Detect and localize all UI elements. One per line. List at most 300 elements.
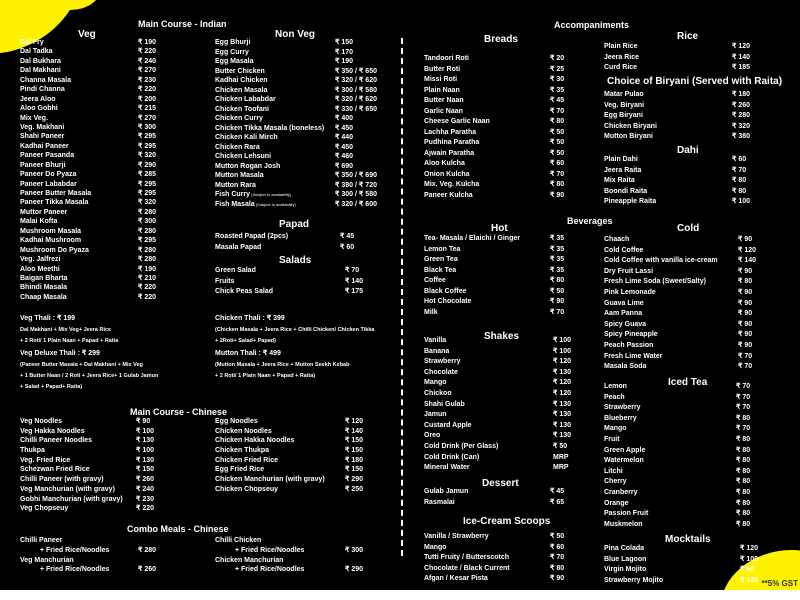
item-name: Channa Masala — [20, 76, 71, 84]
thali-description: (Mutton Masala + Jeera Rice + Mutton Seekh Kebab — [215, 362, 350, 368]
menu-item — [20, 475, 168, 485]
heading-combo-meals-chinese: Combo Meals - Chinese — [127, 524, 229, 534]
menu-item — [20, 151, 170, 160]
item-price: ₹ 60 — [340, 243, 355, 251]
menu-item — [604, 362, 764, 373]
item-price: ₹ 180 — [732, 91, 751, 98]
menu-item — [20, 198, 170, 207]
item-price: ₹ 320 — [138, 199, 157, 207]
menu-item — [215, 124, 385, 134]
combo-item-name — [20, 556, 168, 566]
item-name: Mutton Biryani — [604, 133, 653, 140]
combo-item-name — [215, 556, 375, 566]
menu-item — [20, 76, 170, 85]
item-name: Gobhi Manchurian (with gravy) — [20, 495, 123, 503]
item-name: Chicken Chopseuy — [215, 485, 279, 493]
menu-item — [604, 155, 762, 166]
menu-item — [604, 393, 762, 404]
item-price: ₹ 90 — [738, 310, 753, 318]
heading-breads: Breads — [484, 34, 518, 45]
item-price: ₹ 295 — [138, 237, 157, 245]
item-name: Guava Lime — [604, 299, 644, 307]
item-name: Mutton Rara — [215, 181, 256, 189]
menu-item — [215, 86, 385, 96]
menu-item — [20, 246, 170, 255]
thali-title: Chicken Thali : ₹ 399 — [215, 315, 285, 322]
item-price: ₹ 190 — [138, 265, 157, 273]
item-name: Cherry — [604, 478, 627, 486]
item-name: Kadhai Mushroom — [20, 237, 82, 245]
item-name: Muskmelon — [604, 520, 643, 528]
menu-item — [20, 104, 170, 113]
mocktails-list — [604, 544, 766, 586]
item-price: ₹ 70 — [550, 107, 565, 115]
item-price: ₹ 280 — [138, 227, 157, 235]
item-price: ₹ 200 — [138, 95, 157, 103]
menu-item — [20, 161, 170, 170]
item-price: ₹ 25 — [550, 65, 565, 73]
item-name: Green Apple — [604, 446, 646, 454]
item-price: ₹ 140 — [345, 427, 364, 435]
menu-item — [604, 424, 762, 435]
item-price: ₹ 60 — [550, 543, 565, 551]
menu-item — [604, 176, 762, 187]
menu-item — [424, 421, 579, 432]
menu-item — [424, 564, 576, 575]
item-price: ₹ 80 — [738, 278, 753, 286]
menu-item — [215, 95, 385, 105]
item-price: ₹ 80 — [736, 510, 751, 518]
heading-ice-cream-scoops: Ice-Cream Scoops — [463, 516, 551, 527]
item-price: ₹ 300 — [138, 123, 157, 131]
menu-item — [604, 256, 764, 267]
heading-dahi: Dahi — [677, 145, 699, 156]
heading-mocktails: Mocktails — [665, 534, 711, 545]
menu-item — [604, 299, 764, 310]
item-name: Pudhina Paratha — [424, 139, 480, 146]
item-name: Shahi Paneer — [20, 133, 65, 141]
item-name: Cold Coffee — [604, 246, 644, 254]
menu-item — [424, 287, 576, 298]
item-name: Veg Noodles — [20, 418, 63, 425]
item-price: MRP — [553, 464, 569, 472]
menu-item — [20, 283, 170, 292]
item-name: Chicken Manchurian — [215, 556, 284, 564]
item-name: Cold Drink (Per Glass) — [424, 442, 499, 450]
item-name: Curd Rice — [604, 64, 638, 71]
item-price: ₹ 690 — [335, 162, 354, 170]
item-name: Veg Hakka Noodles — [20, 427, 85, 435]
item-name: Plain Naan — [424, 86, 460, 94]
item-price: ₹ 215 — [138, 105, 157, 113]
menu-item — [20, 208, 170, 217]
menu-item — [424, 336, 579, 347]
item-name: Chicken Lababdar — [215, 96, 276, 103]
item-price: ₹ 175 — [345, 288, 364, 295]
item-name: Paneer Do Pyaza — [20, 171, 77, 179]
item-price: ₹ 65 — [550, 498, 565, 506]
item-name: Vanilla / Strawberry — [424, 533, 489, 540]
dahi-list — [604, 155, 762, 208]
menu-item — [424, 347, 579, 358]
item-name: Chicken Manchurian (with gravy) — [215, 476, 325, 484]
item-price: ₹ 20 — [550, 55, 565, 62]
item-price: ₹ 150 — [136, 466, 155, 474]
item-name: Vanilla — [424, 337, 447, 344]
menu-item — [424, 170, 576, 181]
item-name: Jamun — [424, 411, 447, 419]
item-price: ₹ 50 — [550, 128, 565, 136]
item-price: ₹ 50 — [550, 287, 565, 295]
menu-item — [215, 427, 375, 437]
menu-item — [424, 368, 579, 379]
item-name: Pina Colada — [604, 545, 645, 552]
item-price: ₹ 80 — [732, 187, 747, 195]
item-price: ₹ 170 — [335, 48, 354, 56]
item-name: Dal Fry — [20, 39, 44, 46]
item-price: ₹ 140 — [738, 257, 757, 265]
menu-item — [20, 57, 170, 66]
thali-description: (Chicken Masala + Jeera Rice + Chilli Chicken/ Chicken Tikka — [215, 327, 375, 333]
item-price: ₹ 100 — [553, 347, 572, 355]
item-price: ₹ 80 — [550, 564, 565, 572]
item-price: ₹ 90 — [738, 288, 753, 296]
combo-item-sub — [215, 565, 375, 575]
thali-title: Veg Thali : ₹ 199 — [20, 315, 76, 322]
menu-item — [20, 66, 170, 75]
item-name: Lemon — [604, 383, 627, 390]
item-name: Fresh Lime Soda (Sweet/Salty) — [604, 278, 706, 286]
item-price: ₹ 70 — [732, 166, 747, 174]
item-price: ₹ 140 — [732, 53, 751, 61]
item-price: ₹ 185 — [732, 64, 751, 71]
item-price: ₹ 220 — [138, 48, 157, 56]
item-price: ₹ 50 — [550, 139, 565, 146]
item-name: Butter Naan — [424, 97, 464, 104]
item-price: ₹ 260 — [136, 476, 155, 484]
item-name: Ajwain Paratha — [424, 149, 475, 157]
menu-item — [424, 297, 576, 308]
item-name: Butter Chicken — [215, 67, 265, 75]
item-name: Tutti Fruity / Butterscotch — [424, 554, 510, 562]
menu-item — [424, 138, 576, 149]
menu-item — [20, 465, 168, 475]
menu-item — [604, 166, 762, 177]
item-price: ₹ 130 — [553, 411, 572, 419]
item-price: ₹ 120 — [553, 389, 572, 397]
menu-item — [215, 38, 385, 48]
item-price: ₹ 120 — [732, 43, 751, 50]
menu-item — [215, 287, 375, 298]
item-price: ₹ 230 — [136, 495, 155, 503]
item-price: ₹ 300 — [138, 218, 157, 226]
item-price: ₹ 50 — [550, 533, 565, 540]
breads-list — [424, 54, 576, 201]
veg-list — [20, 38, 170, 302]
combo-non-veg-list — [215, 536, 375, 575]
item-price: ₹ 30 — [550, 76, 565, 83]
item-price: ₹ 90 — [738, 299, 753, 307]
item-name: Cheese Garlic Naan — [424, 118, 490, 125]
papad-list — [215, 232, 370, 253]
thali-description: + 2 Roti/ 1 Plain Naan + Papad + Raita) — [215, 373, 316, 379]
menu-item — [424, 107, 576, 118]
item-name: Boondi Raita — [604, 187, 648, 195]
item-name: Mushroom Masala — [20, 227, 82, 235]
item-name: Aloo Meethi — [20, 265, 60, 273]
hot-beverages-list — [424, 234, 576, 318]
item-name: Mix. Veg. Kulcha — [424, 181, 480, 188]
item-price: ₹ 80 — [736, 488, 751, 496]
item-name: Egg Curry — [215, 48, 249, 56]
item-name: Shahi Gulab — [424, 400, 465, 408]
combo-item-name — [215, 536, 375, 546]
item-price: ₹ 220 — [136, 505, 155, 513]
menu-item — [424, 245, 576, 256]
item-name: Banana — [424, 347, 450, 355]
item-price: ₹ 300 / ₹ 580 — [335, 191, 377, 198]
item-name: Veg Chopseuy — [20, 505, 69, 513]
item-price: ₹ 35 — [550, 235, 565, 242]
ice-cream-list — [424, 532, 576, 585]
item-name: Gulab Jamun — [424, 488, 469, 495]
menu-item — [604, 555, 766, 566]
menu-item — [215, 475, 375, 485]
heading-cold: Cold — [677, 223, 700, 234]
item-price: ₹ 280 — [138, 246, 157, 254]
menu-item — [424, 128, 576, 139]
item-name: Green Salad — [215, 267, 256, 274]
item-name: Mango — [424, 379, 447, 387]
item-name: Mango — [604, 425, 627, 433]
item-price: ₹ 300 — [345, 546, 364, 554]
item-price: ₹ 290 — [138, 161, 157, 169]
item-price: ₹ 80 — [550, 277, 565, 284]
item-name: Veg. Biryani — [604, 101, 645, 109]
item-price: ₹ 60 — [550, 160, 565, 167]
item-name: Aam Panna — [604, 310, 643, 318]
heading-veg: Veg — [78, 29, 96, 40]
item-price: ₹ 380 — [732, 133, 751, 140]
item-name: Dal Tadka — [20, 48, 53, 56]
item-name: Chicken Noodles — [215, 427, 272, 435]
item-name: Spicy Guava — [604, 320, 647, 328]
item-price: ₹ 130 — [553, 368, 572, 376]
item-name: Malai Kofta — [20, 218, 58, 226]
item-name: Blue Lagoon — [604, 555, 647, 563]
column-divider — [401, 38, 403, 556]
menu-item — [604, 341, 764, 352]
item-price: ₹ 80 — [550, 118, 565, 125]
item-price: ₹ 80 — [736, 499, 751, 507]
menu-item — [424, 410, 579, 421]
menu-item — [20, 217, 170, 226]
heading-accompaniments: Accompaniments — [554, 20, 630, 30]
menu-item — [424, 255, 576, 266]
menu-item — [604, 111, 762, 122]
menu-item — [604, 499, 762, 510]
item-name: Chocolate / Black Current — [424, 564, 510, 572]
item-name: Schezwan Fried Rice — [20, 466, 90, 474]
menu-item — [604, 246, 764, 257]
menu-item — [215, 143, 385, 153]
item-price: ₹ 285 — [138, 171, 157, 179]
item-price: ₹ 90 — [738, 236, 753, 243]
heading-rice: Rice — [677, 31, 699, 42]
item-price: ₹ 295 — [138, 133, 157, 141]
item-price: ₹ 320 / ₹ 620 — [335, 77, 377, 84]
item-name: Hot Chocolate — [424, 298, 472, 305]
item-name: Matar Pulao — [604, 91, 644, 98]
menu-item — [215, 446, 375, 456]
item-name: Egg Masala — [215, 58, 254, 65]
item-name: Baigan Bharta — [20, 274, 68, 282]
menu-item — [215, 67, 385, 77]
menu-item — [424, 180, 576, 191]
menu-item — [424, 75, 576, 86]
item-name: Pindi Channa — [20, 86, 65, 94]
item-name: Fish Curry (Subject to availability) — [215, 191, 292, 198]
item-price: ₹ 120 — [740, 576, 759, 584]
menu-item — [424, 543, 576, 554]
menu-item — [215, 485, 375, 495]
item-name: Pineapple Raita — [604, 198, 657, 205]
item-price: ₹ 440 — [335, 134, 354, 141]
item-name: Passion Fruit — [604, 510, 649, 518]
item-name: Chicken Hakka Noodles — [215, 437, 295, 445]
item-name: Roasted Papad (2pcs) — [215, 233, 289, 240]
item-price: ₹ 80 — [736, 446, 751, 454]
menu-item — [20, 170, 170, 179]
item-name: Rasmalai — [424, 498, 455, 506]
item-name: Fresh Lime Water — [604, 352, 663, 360]
menu-item — [604, 53, 762, 64]
item-name: Egg Biryani — [604, 112, 643, 119]
item-name: Paneer Butter Masala — [20, 190, 92, 197]
item-name: Veg. Makhani — [20, 123, 65, 131]
menu-item — [604, 456, 762, 467]
item-price: ₹ 350 / ₹ 650 — [335, 67, 377, 75]
item-note: (Subject to availability) — [254, 201, 296, 207]
menu-item — [215, 277, 375, 288]
menu-item — [604, 330, 764, 341]
item-price: ₹ 150 — [345, 437, 364, 445]
item-price: ₹ 280 — [138, 546, 157, 554]
menu-item — [604, 90, 762, 101]
item-name: Egg Noodles — [215, 418, 258, 425]
menu-item — [215, 436, 375, 446]
menu-item — [215, 105, 385, 115]
item-price: ₹ 90 — [738, 320, 753, 328]
item-name: Dry Fruit Lassi — [604, 267, 654, 275]
item-name: Jeera Rice — [604, 53, 640, 61]
item-price: ₹ 240 — [136, 485, 155, 493]
heading-papad: Papad — [279, 219, 310, 230]
item-price: ₹ 260 — [138, 566, 157, 574]
item-price: ₹ 295 — [138, 142, 157, 150]
item-price: ₹ 80 — [732, 177, 747, 184]
chinese-veg-list — [20, 417, 168, 514]
item-price: ₹ 250 — [345, 485, 364, 493]
item-price: ₹ 330 / ₹ 650 — [335, 105, 377, 113]
item-price: ₹ 295 — [138, 180, 157, 188]
menu-item — [215, 48, 385, 58]
item-name: Onion Kulcha — [424, 170, 470, 178]
menu-item — [215, 181, 385, 191]
item-price: ₹ 290 — [345, 476, 364, 484]
menu-item — [20, 236, 170, 245]
item-name: Chicken Lehsuni — [215, 153, 272, 160]
menu-item — [424, 574, 576, 585]
item-price: ₹ 130 — [136, 437, 155, 445]
menu-item — [20, 265, 170, 274]
item-price: ₹ 150 — [345, 447, 364, 455]
item-name: Green Tea — [424, 256, 458, 263]
item-name: Jeera Raita — [604, 166, 642, 174]
menu-item — [604, 544, 766, 555]
item-name: Masala Soda — [604, 363, 647, 371]
item-price: ₹ 240 — [138, 57, 157, 65]
menu-item — [20, 123, 170, 132]
item-price: ₹ 45 — [340, 233, 355, 240]
item-name: Bhindi Masala — [20, 284, 68, 292]
item-price: ₹ 90 — [550, 298, 565, 305]
item-name: Chilli Paneer Noodles — [20, 437, 92, 445]
menu-item — [424, 117, 576, 128]
menu-item — [215, 232, 370, 243]
item-price: ₹ 90 — [550, 191, 565, 199]
menu-item — [215, 417, 375, 427]
item-price: ₹ 150 — [345, 466, 364, 474]
menu-item — [424, 378, 579, 389]
menu-item — [215, 57, 385, 67]
item-price: MRP — [553, 453, 569, 461]
item-price: ₹ 70 — [550, 308, 565, 316]
item-price: ₹ 230 — [138, 76, 157, 84]
item-price: ₹ 70 — [345, 267, 360, 274]
item-price: ₹ 100 — [740, 555, 759, 563]
item-name: Aloo Kulcha — [424, 160, 465, 167]
item-price: ₹ 320 / ₹ 600 — [335, 200, 377, 208]
menu-item — [20, 417, 168, 427]
item-price: ₹ 70 — [550, 554, 565, 562]
item-price: ₹ 290 — [345, 566, 364, 574]
menu-item — [20, 47, 170, 56]
item-price: ₹ 130 — [136, 456, 155, 464]
item-price: ₹ 220 — [138, 293, 157, 301]
menu-item — [604, 320, 764, 331]
item-price: ₹ 220 — [138, 284, 157, 292]
menu-item — [424, 86, 576, 97]
item-price: ₹ 380 / ₹ 720 — [335, 181, 377, 189]
item-name: Lachha Paratha — [424, 128, 477, 136]
item-price: ₹ 80 — [736, 467, 751, 475]
menu-item — [604, 101, 762, 112]
item-price: ₹ 140 — [345, 277, 364, 285]
menu-item — [604, 446, 762, 457]
menu-item — [424, 149, 576, 160]
item-price: ₹ 400 — [335, 115, 354, 122]
item-name: Chickoo — [424, 389, 452, 397]
item-price: ₹ 210 — [138, 274, 157, 282]
item-name: Coffee — [424, 277, 446, 284]
item-name: Mango — [424, 543, 447, 551]
item-price: ₹ 100 — [553, 337, 572, 344]
item-price: ₹ 280 — [732, 112, 751, 119]
item-price: ₹ 50 — [553, 442, 568, 450]
item-name: Chicken Thukpa — [215, 447, 270, 455]
item-price: ₹ 450 — [335, 124, 354, 132]
